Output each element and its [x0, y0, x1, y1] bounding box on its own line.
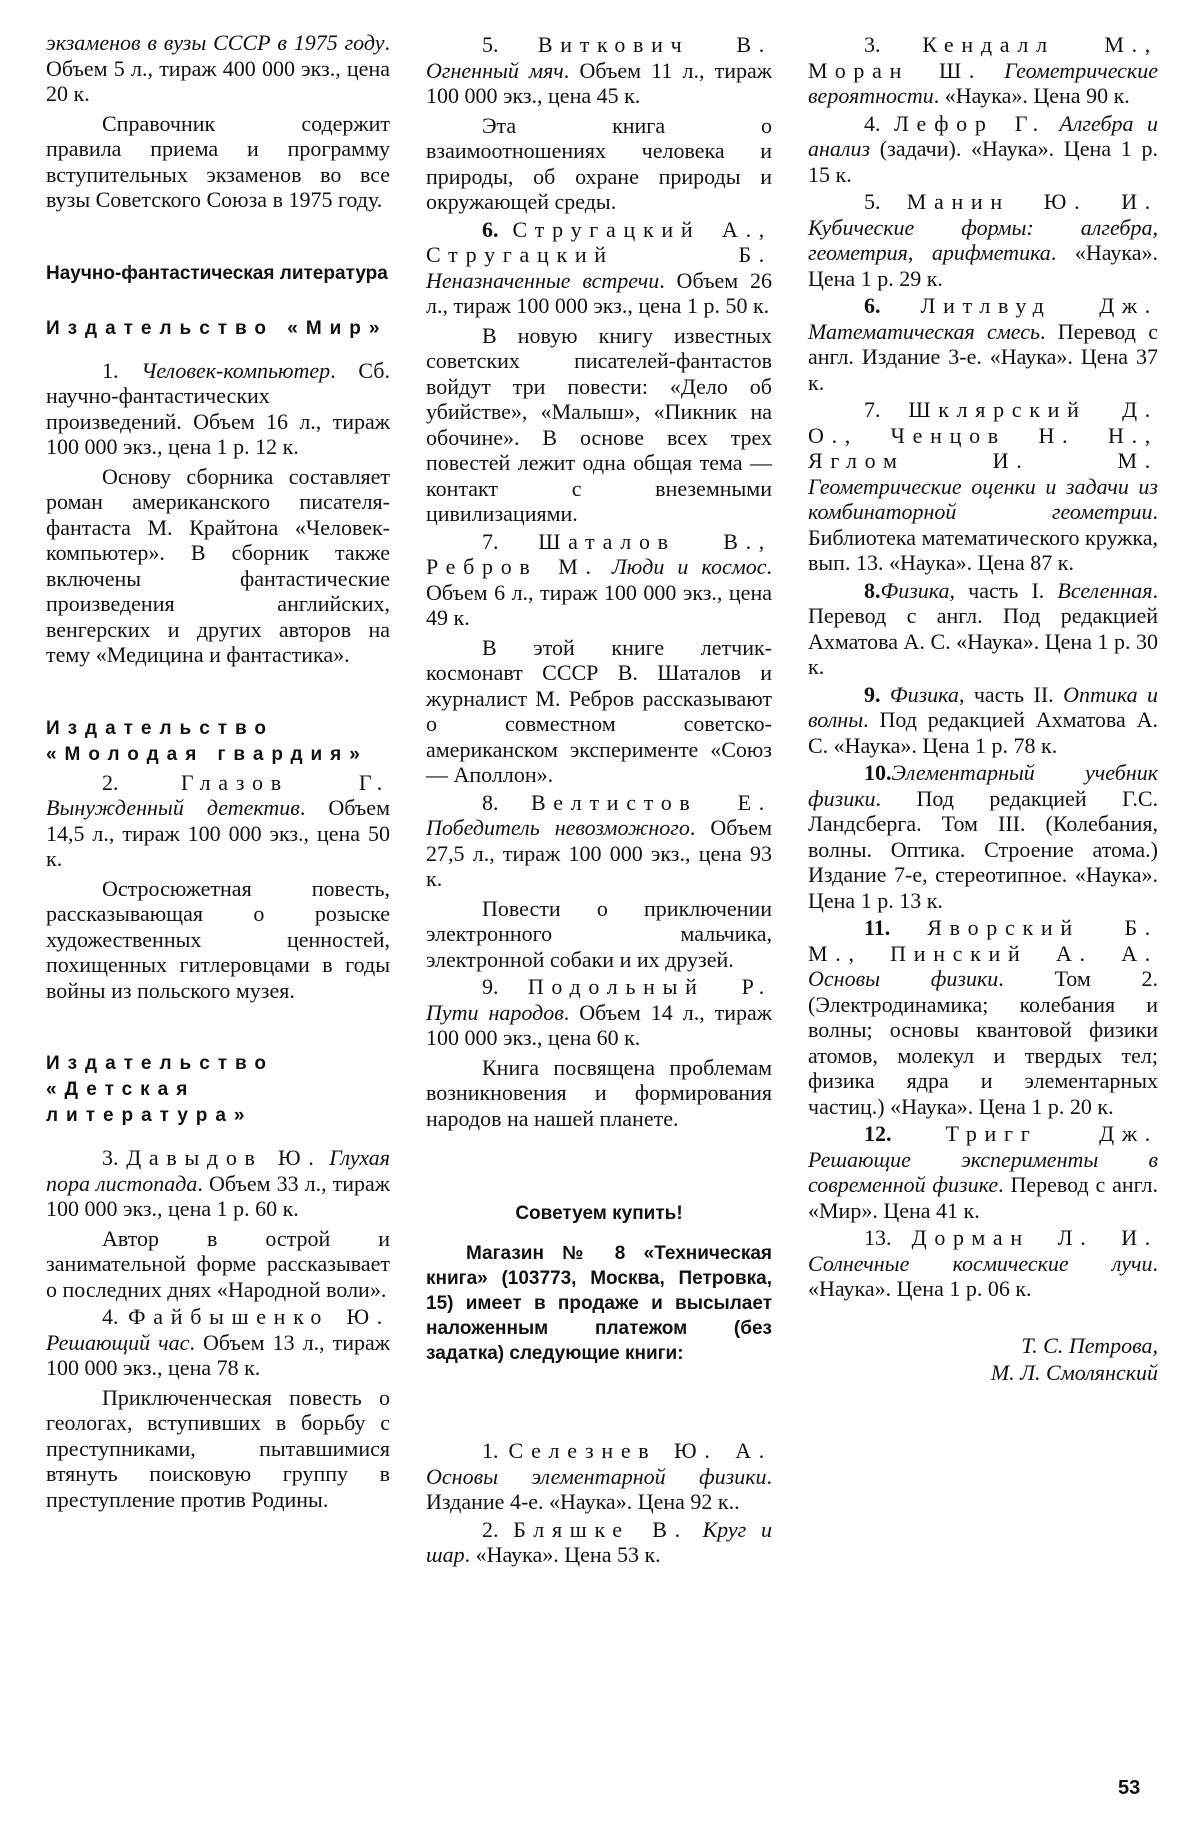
entry-number: 5. [482, 32, 499, 57]
entry-number: 9. [864, 681, 881, 707]
book-title: Физика [889, 681, 959, 707]
book-author: Яворский Б. М., Пинский А. А. [808, 915, 1159, 966]
book-title: Решающие эксперименты в современной физике [808, 1146, 1158, 1197]
book-entry-6 [426, 217, 772, 319]
book-details: . «Наука». Цена 1 р. 29 к. [808, 240, 1158, 291]
book-title: Решающий час [46, 1329, 190, 1355]
column-right [808, 30, 1158, 1386]
book-description-7: В этой книге летчик-космонавт СССР В. Шаталов и журналист М. Ребров рассказывают о совместном советско-американском эксперименте «Союз — Аполлон». [426, 634, 772, 787]
book-details: . Объем 13 л., тираж 100 000 экз., цена 78 к. [46, 1329, 390, 1380]
column-middle [426, 30, 772, 1568]
book-details: . Том 2. (Электродинамика; колебания и волны; основы квантовой физики атомов, молекул и твердых тел; физика ядра и элементарных частиц.) «Наука». Цена 1 р. 20 к. [808, 966, 1158, 1119]
book-details: . «Наука». Цена 53 к. [464, 1542, 661, 1567]
book-author: Велтистов Е. [530, 789, 772, 815]
book-entry-4 [46, 1304, 390, 1381]
article-signature [808, 1332, 1158, 1386]
book-subtitle: Вселенная [1057, 577, 1153, 603]
column-left [46, 30, 390, 1512]
book-author: Селезнев Ю. А. [508, 1438, 772, 1463]
ad-book-entry-3 [808, 32, 1158, 109]
book-author: Литлвуд Дж. [920, 293, 1158, 318]
book-details: . Объем 14 л., тираж 100 000 экз., цена 60 к. [426, 999, 772, 1050]
book-part: , часть II. [958, 681, 1064, 707]
book-details: . Перевод с англ. Издание 3-е. «Наука». Цена 37 к. [808, 318, 1158, 395]
ad-book-entry-6 [808, 293, 1158, 395]
book-author: Давыдов Ю. [126, 1145, 322, 1170]
signature-author-2: М. Л. Смолянский [990, 1359, 1158, 1385]
book-author: Файбышенко Ю. [128, 1304, 390, 1329]
section-heading-scifi: Научно-фантастическая литература [46, 262, 388, 284]
entry-number: 4. [102, 1304, 119, 1329]
book-title: Люди и космос [611, 554, 767, 579]
book-title: Круг и шар [426, 1516, 772, 1567]
book-details: . Объем 33 л., тираж 100 000 экз., цена 1 р. 60 к. [46, 1170, 390, 1221]
entry-number: 5. [864, 189, 881, 214]
book-title: Огненный мяч [426, 57, 564, 83]
ad-book-entry-7 [808, 397, 1158, 576]
book-title: Пути народов [426, 999, 564, 1025]
entry-number: 11. [864, 915, 891, 940]
entry-number: 8. [482, 789, 499, 815]
book-title: Кубические формы: алгебра, геометрия, арифметика [808, 214, 1158, 265]
book-description-9: Книга посвящена проблемам возникновения и формирования народов на нашей планете. [426, 1054, 772, 1131]
page-number: 53 [1118, 1777, 1141, 1799]
book-entry-1 [46, 358, 390, 460]
book-details: . Объем 14,5 л., тираж 100 000 экз., цена 50 к. [46, 795, 390, 871]
intro-title-tail: экзаменов в вузы СССР в 1975 году [46, 30, 385, 55]
ad-book-entry-13 [808, 1225, 1158, 1302]
publisher-heading-mir: Издательство «Мир» [46, 317, 388, 339]
book-title: Вынужденный детектив [46, 795, 300, 820]
entry-number: 2. [102, 769, 119, 795]
ad-book-entry-5 [808, 189, 1158, 291]
book-entry-8 [426, 790, 772, 892]
book-description-2: Остросюжетная повесть, рассказывающая о розыске художественных ценностей, похищенных гитлеровцами в годы войны из польского музея. [46, 875, 390, 1003]
ad-book-entry-4 [808, 111, 1158, 188]
entry-number: 7. [864, 397, 881, 422]
entry-number: 1. [482, 1438, 499, 1463]
book-title: Геометрические вероятности [808, 57, 1158, 108]
book-details: . Объем 6 л., тираж 100 000 экз., цена 49 к. [426, 554, 773, 630]
entry-number: 6. [482, 216, 499, 242]
book-author: Шклярский Д. О., Ченцов Н. Н., Яглом И. М. [808, 397, 1159, 473]
entry-number: 3. [102, 1145, 119, 1170]
book-title: Физика [880, 577, 950, 603]
ad-book-entry-10 [808, 760, 1158, 913]
ad-store-text: Магазин № 8 «Техническая книга» (103773, Москва, Петровка, 15) имеет в продаже и высылает наложенным платежом (без задатка) следующие книги: [426, 1243, 772, 1364]
book-details: . Объем 27,5 л., тираж 100 000 экз., цена 93 к. [426, 815, 772, 891]
book-description-1: Основу сборника составляет роман американского писателя-фантаста М. Крайтона «Человек-компьютер». В сборник также включены фантастические произведения английских, венгерских и других авторов на тему «Медицина и фантастика». [46, 463, 390, 667]
book-author: Лефор Г. [893, 110, 1046, 136]
book-details: . Сб. научно-фантастических произведений. Объем 16 л., тираж 100 000 экз., цена 1 р. 12 к. [46, 357, 391, 459]
book-author: Стругацкий А., Стругацкий Б. [426, 216, 772, 267]
entry-number: 6. [864, 293, 881, 318]
book-description-6: В новую книгу известных советских писателей-фантастов войдут три повести: «Дело об убийстве», «Малыш», «Пикник на обочине». В основе всех трех повестей лежит одна общая тема — контакт с внеземными цивилизациями. [426, 322, 772, 526]
book-details: . Издание 4-е. «Наука». Цена 92 к.. [426, 1463, 772, 1514]
entry-number: 2. [482, 1516, 499, 1542]
book-author: Кендалл М., Моран Ш. [808, 32, 1158, 83]
book-title: Основы элементарной физики [426, 1463, 767, 1489]
ad-book-entry-2 [426, 1517, 772, 1568]
book-entry-5 [426, 32, 772, 109]
book-details: (задачи). «Наука». Цена 1 р. 15 к. [808, 136, 1158, 187]
ad-book-entry-1 [426, 1438, 772, 1515]
book-entry-3 [46, 1145, 390, 1222]
entry-number: 4. [864, 110, 881, 136]
book-details: . Под редакцией Г.С. Ландсберга. Том III. (Колебания, волны. Оптика. Строение атома.) Издание 7-е, стереотипное. «Наука». Цена 1 р. 13 к. [808, 785, 1158, 913]
book-title: Глухая пора листопада [46, 1145, 391, 1196]
publisher-heading-molodaya-gvardiya: Издательство «Молодая гвардия» [46, 717, 368, 765]
book-title: Геометрические оценки и задачи из комбинаторной геометрии [808, 473, 1158, 524]
ad-book-entry-12 [808, 1121, 1158, 1223]
book-title: Неназначенные встречи [426, 267, 660, 293]
book-title: Алгебра и анализ [808, 110, 1158, 161]
book-author: Бляшке В. [513, 1516, 688, 1542]
book-description-4: Приключенческая повесть о геологах, вступивших в борьбу с преступниками, пытавшимися втянуть поисковую группу в преступление против Родины. [46, 1384, 390, 1512]
entry-number: 8. [864, 577, 881, 603]
book-author: Подольный Р. [527, 974, 772, 999]
book-subtitle: Оптика и волны [808, 681, 1158, 732]
book-details: . Объем 26 л., тираж 100 000 экз., цена 1 р. 50 к. [426, 267, 772, 318]
ad-book-entry-9 [808, 682, 1158, 759]
book-title: Элементарный учебник физики [808, 760, 1158, 811]
entry-number: 7. [482, 528, 499, 554]
entry-number: 10. [864, 760, 892, 785]
publisher-heading-detskaya-literatura: Издательство «Детская литература» [46, 1053, 275, 1126]
book-author: Шаталов В., Ребров М. [426, 528, 772, 579]
book-details: . Под редакцией Ахматова А. С. «Наука». Цена 1 р. 78 к. [808, 707, 1158, 758]
book-author: Дорман Л. И. [911, 1225, 1158, 1250]
book-details: . Перевод с англ. «Мир». Цена 41 к. [808, 1172, 1159, 1223]
entry-number: 9. [482, 974, 499, 999]
book-entry-9 [426, 974, 772, 1051]
book-description-3: Автор в острой и занимательной форме рассказывает о последних днях «Народной воли». [46, 1225, 390, 1302]
book-author: Глазов Г. [180, 769, 391, 795]
book-description-8: Повести о приключении электронного мальчика, электронной собаки и их друзей. [426, 895, 772, 972]
book-author: Виткович В. [537, 32, 773, 57]
book-part: , часть I. [949, 577, 1058, 603]
book-description-5: Эта книга о взаимоотношениях человека и природы, об охране природы и окружающей среды. [426, 112, 772, 214]
book-details: . Объем 11 л., тираж 100 000 экз., цена 45 к. [426, 57, 772, 108]
entry-number: 12. [864, 1121, 892, 1146]
ad-book-entry-11 [808, 915, 1158, 1119]
intro-description: Справочник содержит правила приема и программу вступительных экзаменов во все вузы Советского Союза в 1975 году. [46, 110, 390, 212]
ad-heading: Советуем купить! [515, 1203, 683, 1224]
book-title: Победитель невозможного [426, 815, 690, 840]
entry-number: 13. [864, 1225, 892, 1250]
book-entry-7 [426, 529, 772, 631]
book-title: Солнечные космические лучи [808, 1250, 1153, 1276]
ad-book-entry-8 [808, 578, 1158, 680]
intro-entry-tail [46, 30, 390, 107]
book-title: Основы физики [808, 966, 999, 991]
book-title: Человек-компьютер [141, 357, 331, 383]
book-entry-2 [46, 770, 390, 872]
entry-number: 3. [864, 32, 881, 57]
book-details: . «Наука». Цена 1 р. 06 к. [808, 1250, 1158, 1301]
intro-details: . Объем 5 л., тираж 400 000 экз., цена 20 к. [46, 30, 390, 106]
book-details: . Перевод с англ. Под редакцией Ахматова А. С. «Наука». Цена 1 р. 30 к. [808, 577, 1158, 679]
book-author: Тригг Дж. [945, 1121, 1158, 1146]
book-author: Манин Ю. И. [906, 189, 1158, 214]
book-details: . Библиотека математического кружка, вып. 13. «Наука». Цена 87 к. [808, 499, 1158, 575]
entry-number: 1. [102, 357, 119, 383]
book-title: Математическая смесь [808, 318, 1041, 344]
book-details: . «Наука». Цена 90 к. [933, 83, 1130, 108]
signature-author-1: Т. С. Петрова, [1021, 1332, 1158, 1358]
